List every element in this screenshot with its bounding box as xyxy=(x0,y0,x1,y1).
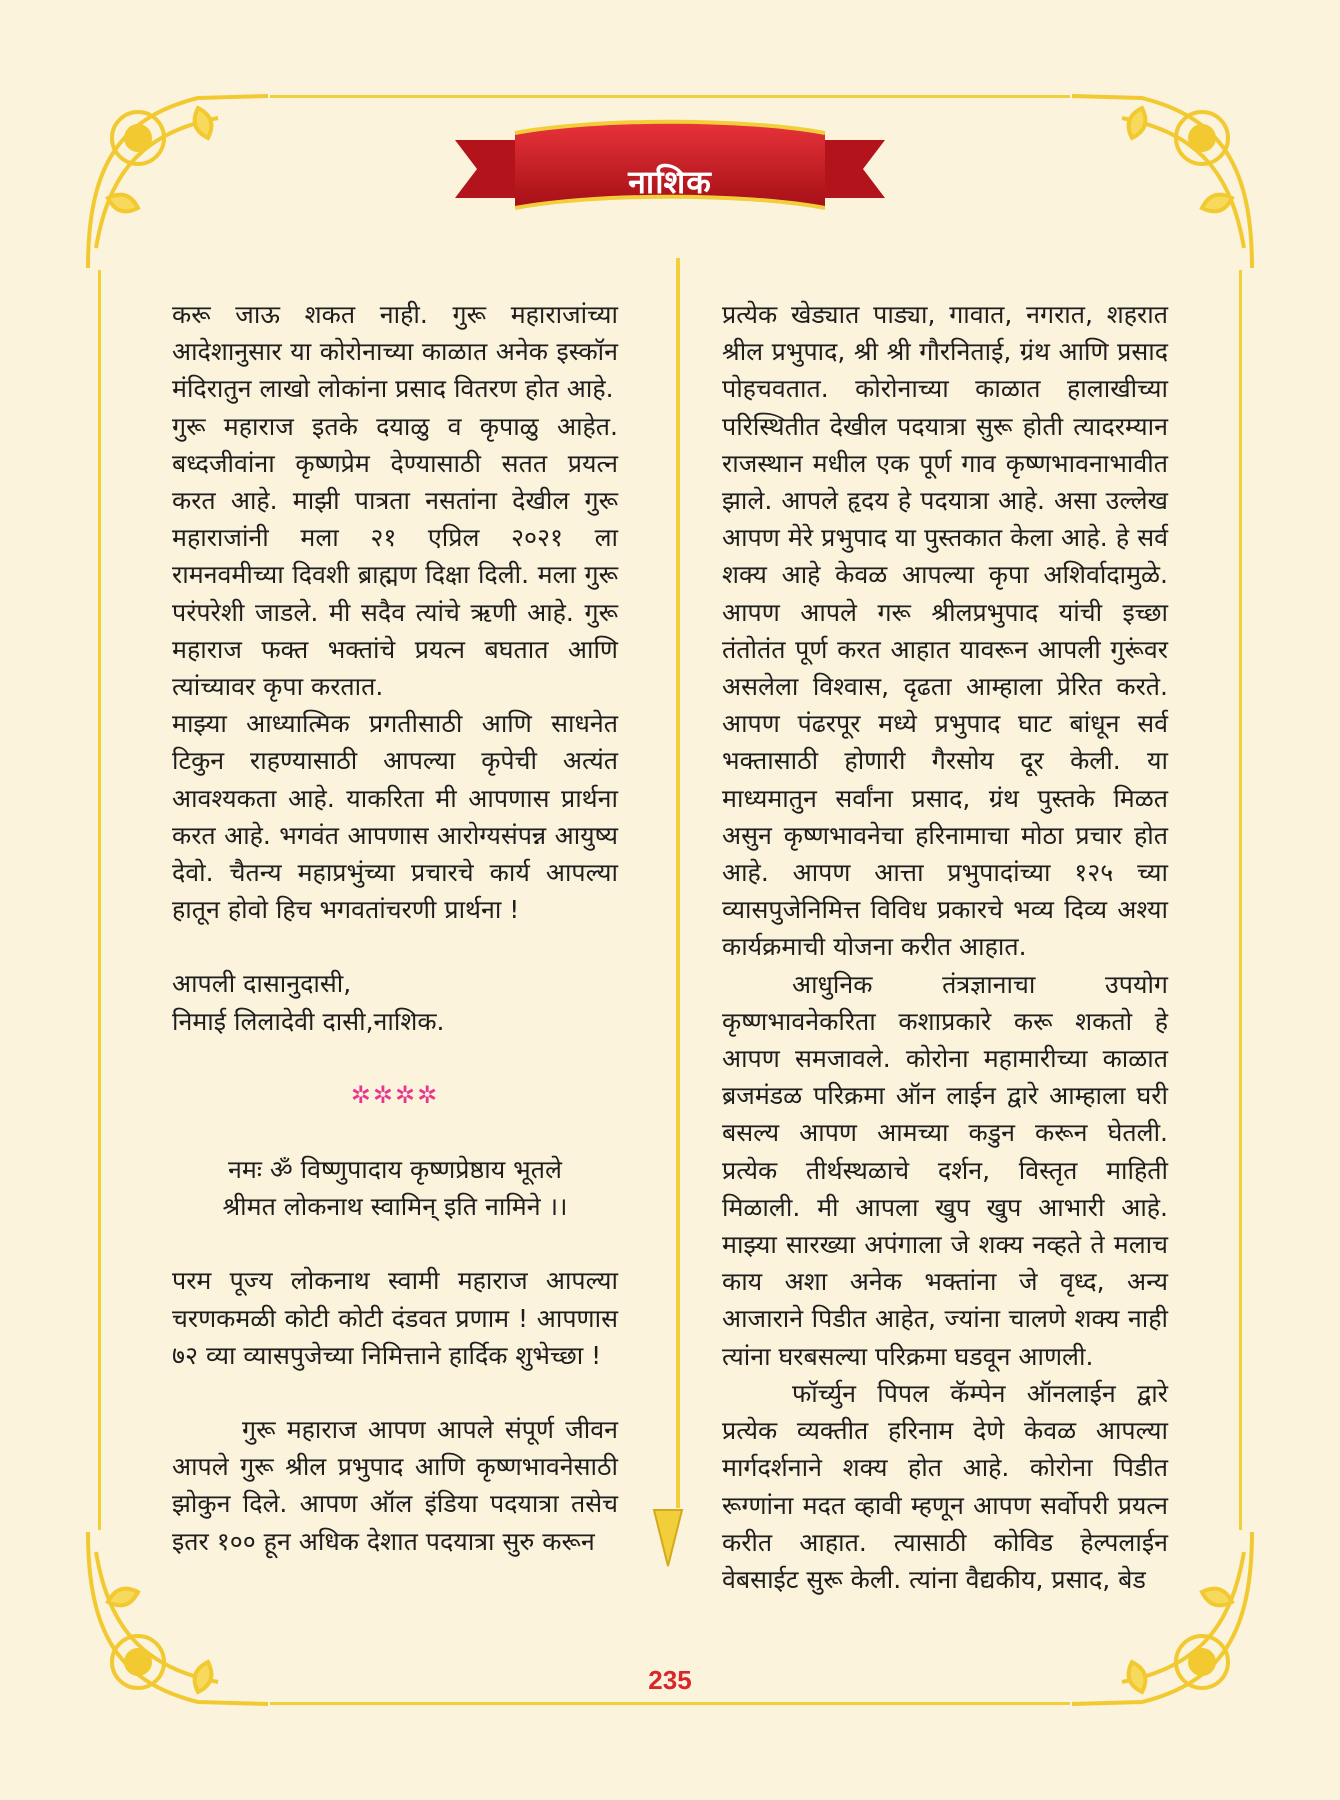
paragraph-gap xyxy=(172,1374,618,1411)
border-bottom-line xyxy=(270,1702,1070,1705)
divider-tip-icon xyxy=(652,1508,684,1568)
paragraph: निमाई लिलादेवी दासी,नाशिक. xyxy=(172,1006,445,1036)
paragraph: गुरू महाराज इतके दयाळु व कृपाळु आहेत. बध्दजीवांना कृष्णप्रेम देण्यासाठी सतत प्रयत्न करत आहे. माझी पात्रता नसतांना देखील गुरू महाराजांनी मला २१ एप्रिल २०२१ ला रामनवमीच्या दिवशी ब्राह्मण दिक्षा दिली. मला गुरू परंपरेशी जाडले. मी सदैव त्यांचे ऋणी आहे. गुरू महाराज फक्त भक्तांचे प्रयत्न बघतात आणि त्यांच्यावर कृपा करतात. xyxy=(172,411,618,702)
paragraph: नमः ॐ विष्णुपादाय कृष्णप्रेष्ठाय भूतले xyxy=(228,1155,562,1185)
paragraph-gap xyxy=(172,1040,618,1077)
divider-stylus-icon xyxy=(653,258,683,1518)
paragraph: माझ्या आध्यात्मिक प्रगतीसाठी आणि साधनेत टिकुन राहण्यासाठी आपल्या कृपेची अत्यंत आवश्यकता आहे. याकरिता मी आपणास प्रार्थना करत आहे. भगवंत आपणास आरोग्यसंपन्न आयुष्य देवो. चैतन्य महाप्रभुंच्या प्रचारचे कार्य आपल्या हातून होवो हिच भगवतांचरणी प्रार्थना ! xyxy=(172,709,618,925)
paragraph: प्रत्येक खेड्यात पाड्या, गावात, नगरात, शहरात श्रील प्रभुपाद, श्री श्री गौरनिताई, ग्रंथ आणि प्रसाद पोहचवतात. कोरोनाच्या काळात हालाखीच्या परिस्थितीत देखील पदयात्रा सुरू होती त्यादरम्यान राजस्थान मधील एक पूर्ण गाव कृष्णभावनाभावीत झाले. आपले हृदय हे पदयात्रा आहे. असा उल्लेख आपण मेरे प्रभुपाद या पुस्तकात केला आहे. हे सर्व शक्य आहे केवळ आपल्या कृपा अशिर्वादामुळे. आपण आपले गरू श्रीलप्रभुपाद यांची इच्छा तंतोतंत पूर्ण करत आहात यावरून आपली गुरूंवर असलेला विश्वास, दृढता आम्हाला प्रेरित करते. आपण पंढरपूर मध्ये प्रभुपाद घाट बांधून सर्व भक्तासाठी होणारी गैरसोय दूर केली. या माध्यमातुन सर्वांना प्रसाद, ग्रंथ पुस्तके मिळत असुन कृष्णभावनेचा हरिनामाचा मोठा प्रचार होत आहे. आपण आत्ता प्रभुपादांच्या १२५ च्या व्यासपुजेनिमित्त विविध प्रकारचे भव्य दिव्य अश्या कार्यक्रमाची योजना करीत आहात. xyxy=(722,300,1168,962)
paragraph: फॉर्च्युन पिपल कॅम्पेन ऑनलाईन द्वारे प्रत्येक व्यक्तीत हरिनाम देणे केवळ आपल्या मार्गदर्शनाने शक्य होत आहे. कोरोना पिडीत रूग्णांना मदत व्हावी म्हणून आपण सर्वोपरी प्रयत्न करीत आहात. त्यासाठी कोविड हेल्पलाईन वेबसाईट सुरू केली. त्यांना वैद्यकीय, प्रसाद, बेड xyxy=(722,1378,1168,1594)
left-text-column xyxy=(172,296,618,1560)
border-left-line xyxy=(98,270,101,1530)
paragraph-gap xyxy=(172,1225,618,1262)
ornamental-corner-icon xyxy=(1062,78,1262,278)
paragraph-gap xyxy=(172,1114,618,1151)
border-top-line xyxy=(270,95,1070,98)
paragraph: करू जाऊ शकत नाही. गुरू महाराजांच्या आदेशानुसार या कोरोनाच्या काळात अनेक इस्कॉन मंदिरातुन लाखो लोकांना प्रसाद वितरण होत आहे. xyxy=(172,300,618,404)
paragraph: परम पूज्य लोकनाथ स्वामी महाराज आपल्या चरणकमळी कोटी कोटी दंडवत प्रणाम ! आपणास ७२ व्या व्यासपुजेच्या निमित्ताने हार्दिक शुभेच्छा ! xyxy=(172,1266,618,1370)
paragraph-gap xyxy=(172,928,618,965)
page-title: नाशिक xyxy=(628,163,712,201)
ornamental-corner-icon xyxy=(78,78,278,278)
paragraph: आधुनिक तंत्रज्ञानाचा उपयोग कृष्णभावनेकरिता कशाप्रकारे करू शकतो हे आपण समजावले. कोरोना महामारीच्या काळात ब्रजमंडळ परिक्रमा ऑन लाईन द्वारे आम्हाला घरी बसल्य आपण आमच्या कडुन करून घेतली. प्रत्येक तीर्थस्थळाचे दर्शन, विस्तृत माहिती मिळाली. मी आपला खुप खुप आभारी आहे. माझ्या सारख्या अपंगाला जे शक्य नव्हते ते मलाच काय अशा अनेक भक्तांना जे वृध्द, अन्य आजाराने पिडीत आहेत, ज्यांना चालणे शक्य नाही त्यांना घरबसल्या परिक्रमा घडवून आणली. xyxy=(722,969,1168,1371)
right-text-column xyxy=(722,296,1168,1598)
border-right-line xyxy=(1239,270,1242,1530)
paragraph: श्रीमत लोकनाथ स्वामिन् इति नामिने ।। xyxy=(222,1192,568,1222)
page-number: 235 xyxy=(648,1665,692,1695)
paragraph: आपली दासानुदासी, xyxy=(172,969,352,999)
section-separator-stars: ✲✲✲✲ xyxy=(350,1080,440,1109)
paragraph: गुरू महाराज आपण आपले संपूर्ण जीवन आपले गुरू श्रील प्रभुपाद आणि कृष्णभावनेसाठी झोकुन दिले. आपण ऑल इंडिया पदयात्रा तसेच इतर १०० हून अधिक देशात पदयात्रा सुरु करून xyxy=(172,1415,618,1556)
